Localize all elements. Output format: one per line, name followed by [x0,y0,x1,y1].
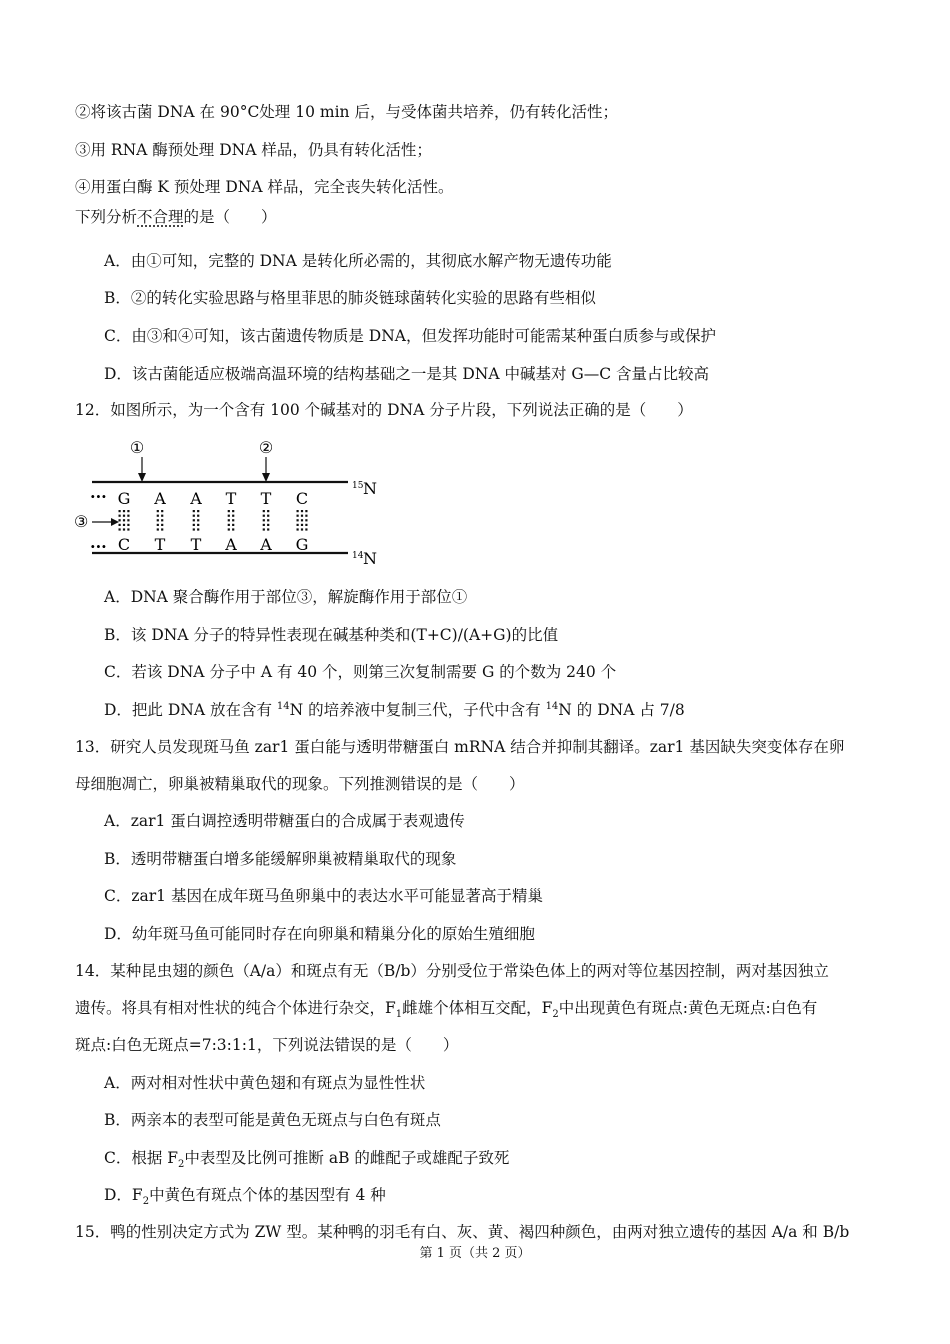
q12-d-pre: D．把此 DNA 放在含有 [104,701,277,719]
q12-option-c: C．若该 DNA 分子中 A 有 40 个，则第三次复制需要 G 的个数为 240 个 [104,663,617,681]
q11-option-d: D．该古菌能适应极端高温环境的结构基础之一是其 DNA 中碱基对 G—C 含量占比较高 [104,365,710,383]
top-base-2: A [190,489,202,508]
q14-line2-sub1: 1 [395,1009,403,1021]
bottom-base-3: A [225,535,237,554]
q13-option-c: C．zar1 基因在成年斑马鱼卵巢中的表达水平可能显著高于精巢 [104,887,543,905]
top-base-4: T [260,489,272,508]
q12-option-d [104,700,685,720]
marker-1: ① [129,438,145,457]
q13-stem-line-1: 13．研究人员发现斑马鱼 zar1 蛋白能与透明带糖蛋白 mRNA 结合并抑制其翻译。zar1 基因缺失突变体存在卵 [75,738,845,756]
marker-2: ② [258,438,274,457]
q14-c-sub: 2 [178,1159,185,1171]
q13-option-d: D．幼年斑马鱼可能同时存在向卵巢和精巢分化的原始生殖细胞 [104,925,535,943]
q12-option-a: A．DNA 聚合酶作用于部位③，解旋酶作用于部位① [104,588,468,606]
top-bases [118,489,309,508]
bottom-isotope-mass: 14 [352,551,364,561]
intro-line-2: ②将该古菌 DNA 在 90°C处理 10 min 后，与受体菌共培养，仍有转化活性； [75,103,618,121]
intro-line-4: ④用蛋白酶 K 预处理 DNA 样品，完全丧失转化活性。 [75,178,454,196]
bottom-base-4: A [260,535,272,554]
top-isotope-symbol: N [363,479,377,498]
q14-line2-post: 中出现黄色有斑点:黄色无斑点:白色有 [558,999,818,1017]
dna-diagram [74,436,388,576]
q11-stem-post: 的是（ ） [183,208,277,226]
bottom-base-0: C [117,535,131,554]
q11-option-c: C．由③和④可知，该古菌遗传物质是 DNA，但发挥功能时可能需某种蛋白质参与或保护 [104,327,716,345]
q13-option-b: B．透明带糖蛋白增多能缓解卵巢被精巢取代的现象 [104,850,457,868]
marker-1-arrowhead [138,473,146,482]
bond-0 [119,510,130,531]
bond-1 [157,510,164,531]
top-base-1: A [154,489,166,508]
bottom-ellipsis: ··· [90,537,107,556]
bottom-base-5: G [295,535,309,554]
marker-3: ③ [74,512,89,531]
bond-2 [193,510,200,531]
q12-d-post: N 的 DNA 占 7/8 [558,701,685,719]
bottom-base-2: T [190,535,202,554]
bottom-isotope-symbol: N [363,549,377,568]
q14-line2-mid: 雌雄个体相互交配，F [402,999,553,1017]
intro-line-3: ③用 RNA 酶预处理 DNA 样品，仍具有转化活性； [75,141,432,159]
q14-d-sub: 2 [142,1196,150,1208]
q14-option-b: B．两亲本的表型可能是黄色无斑点与白色有斑点 [104,1111,441,1129]
q11-option-b: B．②的转化实验思路与格里菲思的肺炎链球菌转化实验的思路有些相似 [104,289,596,307]
bottom-base-1: T [154,535,166,554]
q11-stem-emphasis: 不合理 [137,208,184,226]
q14-stem-line-1: 14．某种昆虫翅的颜色（A/a）和斑点有无（B/b）分别受位于常染色体上的两对等位基因控制，两对基因独立 [75,962,829,980]
top-base-0: G [117,489,131,508]
q14-stem-line-3: 斑点:白色无斑点=7:3:1:1，下列说法错误的是（ ） [75,1036,459,1054]
q14-c-pre: C．根据 F [104,1149,179,1167]
q13-stem-line-2: 母细胞凋亡，卵巢被精巢取代的现象。下列推测错误的是（ ） [75,775,525,793]
q11-option-a: A．由①可知，完整的 DNA 是转化所必需的，其彻底水解产物无遗传功能 [104,252,612,270]
q11-stem [75,207,277,227]
q14-stem-line-2 [75,998,818,1021]
q14-c-post: 中表型及比例可推断 aB 的雌配子或雄配子致死 [184,1149,510,1167]
q15-stem: 15．鸭的性别决定方式为 ZW 型。某种鸭的羽毛有白、灰、黄、褐四种颜色，由两对独立遗传的基因 A/a 和 B/b [75,1223,850,1241]
marker-3-arrowhead [111,518,119,526]
q11-stem-pre: 下列分析 [75,208,138,226]
top-base-3: T [225,489,237,508]
q14-line2-pre: 遗传。将具有相对性状的纯合个体进行杂交，F [75,999,396,1017]
q13-option-a: A．zar1 蛋白调控透明带糖蛋白的合成属于表观遗传 [104,812,465,830]
q14-option-d [104,1185,386,1208]
q12-d-sup2: 14 [545,700,559,712]
page-footer: 第 1 页（共 2 页） [419,1246,531,1261]
top-ellipsis: ··· [90,487,107,506]
q12-d-mid: N 的培养液中复制三代，子代中含有 [289,701,546,719]
q12-d-sup1: 14 [276,700,290,712]
bond-5 [297,510,308,531]
marker-2-arrowhead [262,473,270,482]
q12-stem: 12．如图所示，为一个含有 100 个碱基对的 DNA 分子片段，下列说法正确的是（ ） [75,401,693,419]
q14-d-pre: D．F [104,1186,143,1204]
bond-4 [263,510,270,531]
q14-d-post: 中黄色有斑点个体的基因型有 4 种 [149,1186,386,1204]
base-pair-bonds [119,510,308,531]
top-base-5: C [295,489,309,508]
q12-option-b: B．该 DNA 分子的特异性表现在碱基种类和(T+C)/(A+G)的比值 [104,626,559,644]
q14-option-a: A．两对相对性状中黄色翅和有斑点为显性性状 [104,1074,426,1092]
q14-option-c [104,1148,510,1171]
top-isotope-mass: 15 [352,481,364,491]
bond-3 [228,510,235,531]
bottom-bases [118,535,309,554]
q14-line2-sub2: 2 [552,1009,559,1021]
